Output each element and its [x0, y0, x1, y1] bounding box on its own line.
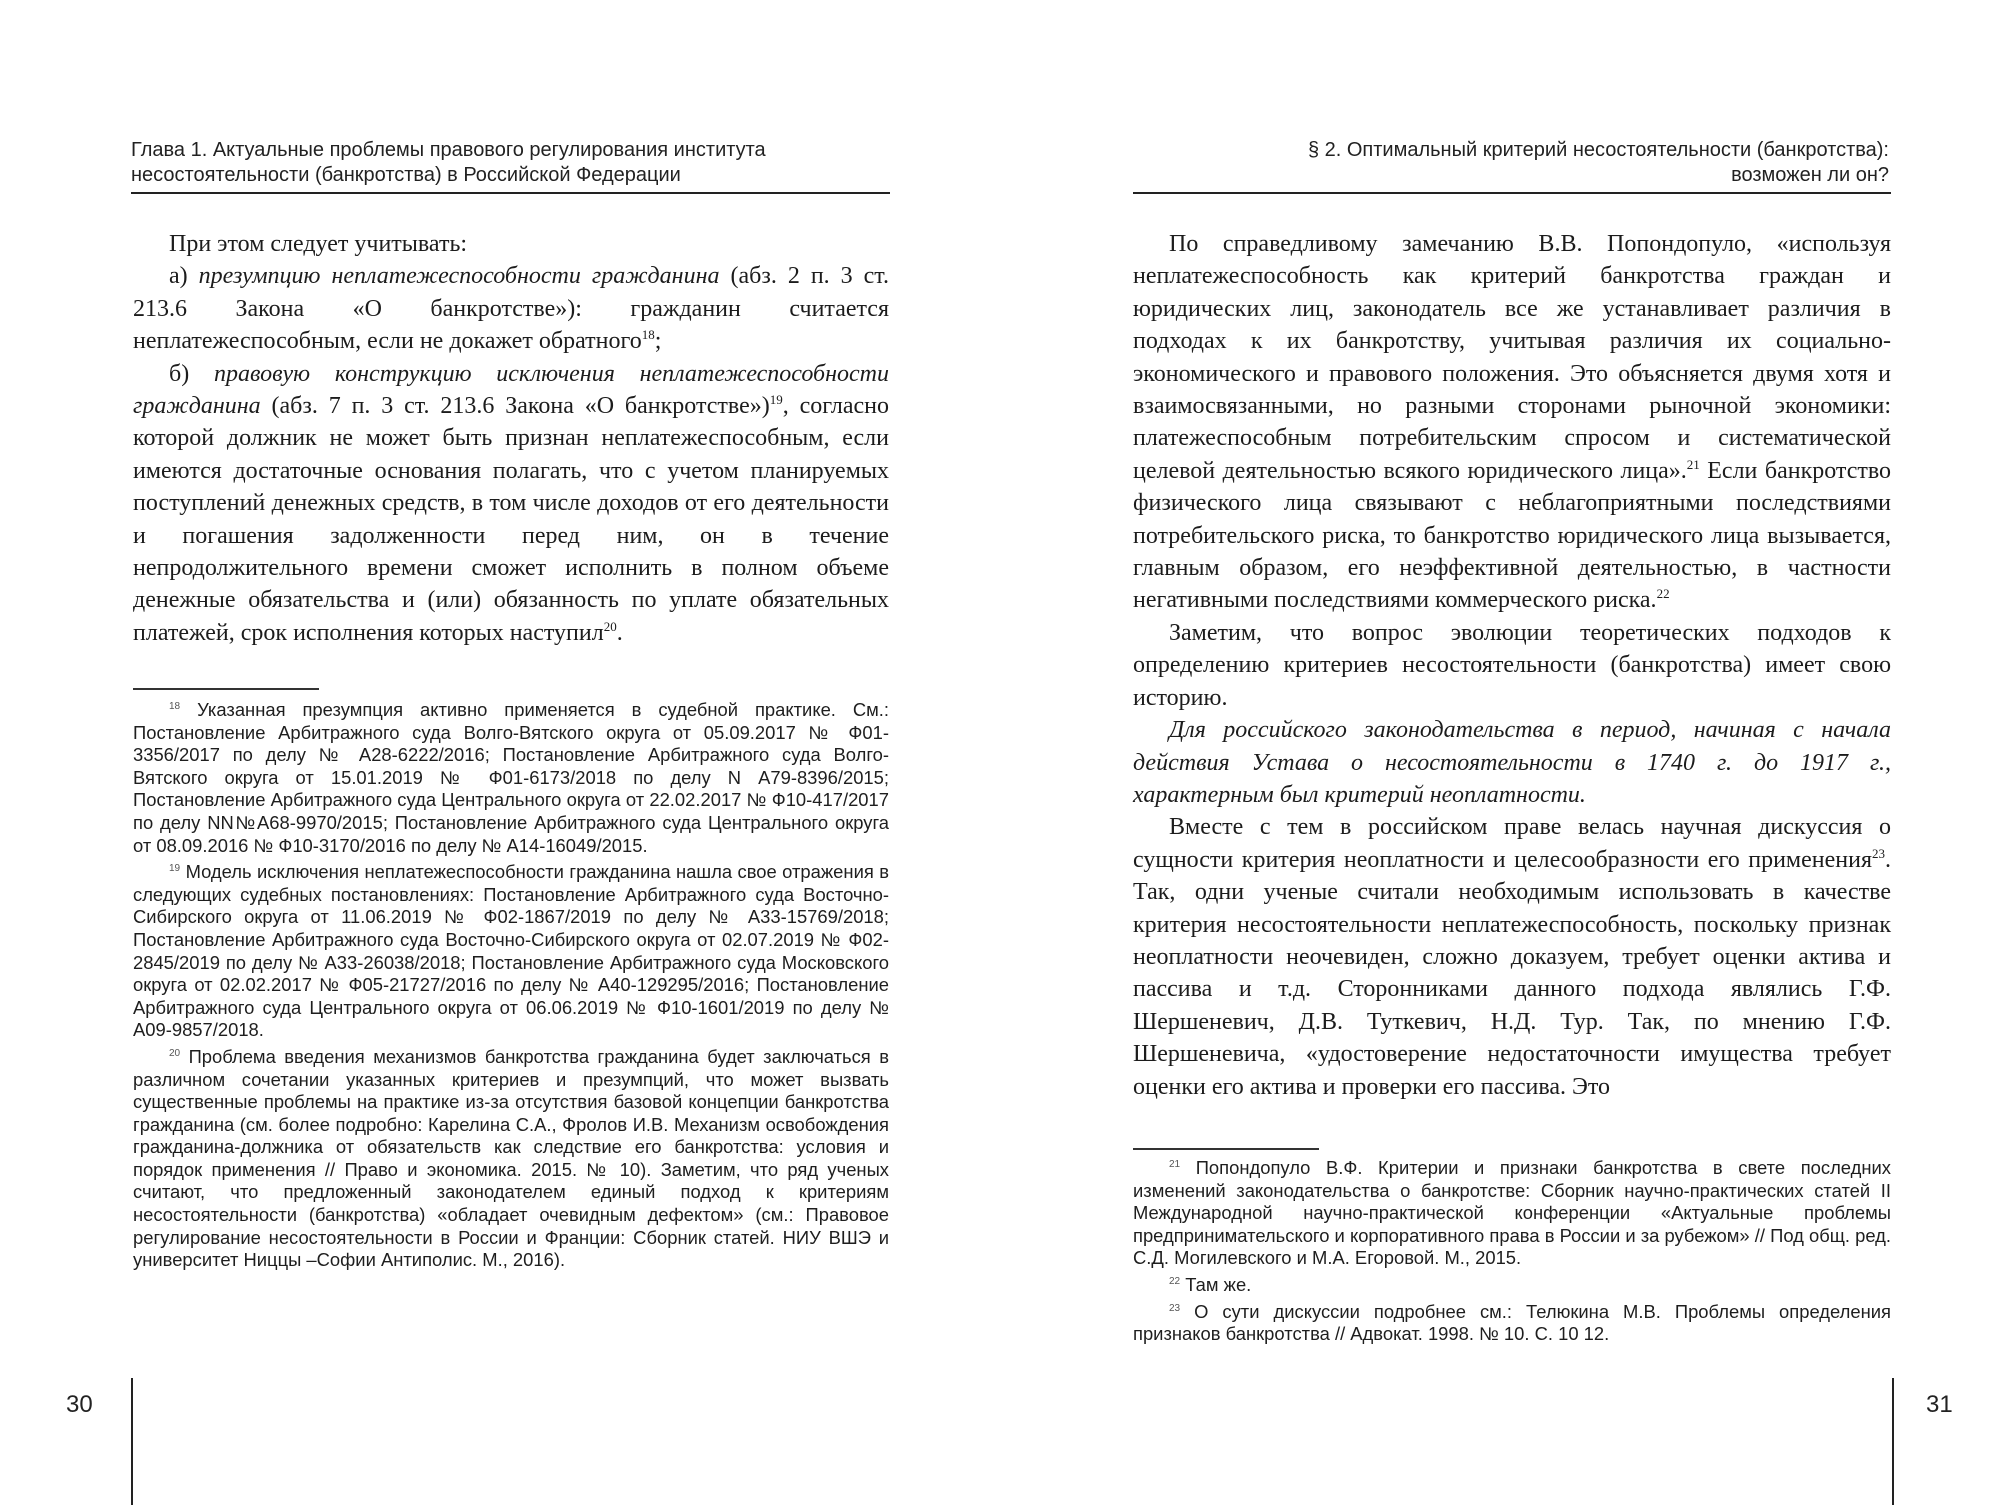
- paragraph: б) правовую конструкцию исключения неплатежеспособности гражданина (абз. 7 п. 3 ст. 213.6 Закона «О банкротстве»)$^{19}$, согласно которой должник не может быть признан неплатежеспособным, если имеются достаточные основания полагать, что с учетом планируемых поступлений денежных средств, в том числе доходов от его деятельности и погашения задолженности перед ним, он в течение непродолжительного времени сможет исполнить в полном объеме денежные обязательства и (или) обязанность по уплате обязательных платежей, срок исполнения которых наступил$^{20}$.: [133, 360, 890, 646]
- gutter-line: [1892, 1378, 1894, 1505]
- page-number: 30: [66, 1391, 93, 1418]
- footnote-ref: 22: [1656, 586, 1670, 602]
- footnote-rule: [1133, 1148, 1319, 1150]
- footnote: $^{22}$ Там же.: [1169, 1273, 1252, 1295]
- footnote: $^{21}$ Попондопуло В.Ф. Критерии и признаки банкротства в свете последних изменений законодательства о банкротстве: Сборник научно-практических статей II Международной научно-практической конференции «Актуальные проблемы предпринимательского и корпоративного права в России и за рубежом» // Под общ. ред. С.Д. Могилевского и М.А. Егоровой. М., 2015.: [1133, 1157, 1891, 1269]
- footnotes: [1133, 1157, 1891, 1350]
- footnote-ref: 20: [603, 618, 617, 634]
- footnotes: [133, 699, 889, 1276]
- footnote-rule: [133, 688, 319, 690]
- page-number: 31: [1926, 1391, 1953, 1418]
- body-text: [133, 228, 889, 649]
- right-page: [1000, 0, 2000, 1505]
- header-line-1: Глава 1. Актуальные проблемы правового регулирования института: [131, 139, 766, 161]
- footnote: $^{19}$ Модель исключения неплатежеспособности гражданина нашла свое отражения в следующих судебных постановлениях: Постановление Арбитражного суда Восточно-Сибирского округа от 11.06.2019 № Ф02-1867/2019 по делу № А33-15769/2018; Постановление Арбитражного суда Восточно-Сибирского округа от 02.07.2019 № Ф02-2845/2019 по делу № А33-26038/2018; Постановление Арбитражного суда Московского округа от 02.02.2017 № Ф05-21727/2016 по делу № А40-129295/2016; Постановление Арбитражного суда Центрального округа от 06.06.2019 № Ф10-1601/2019 по делу № А09-9857/2018.: [133, 861, 889, 1041]
- footnote-ref: 23: [1872, 845, 1885, 861]
- header-rule: [131, 192, 890, 194]
- paragraph: Заметим, что вопрос эволюции теоретических подходов к определению критериев несостоятельности (банкротства) имеет свою историю.: [1133, 619, 1891, 711]
- paragraph: По справедливому замечанию В.В. Попондопуло, «используя неплатежеспособность как критерий банкротства граждан и юридических лиц, законодатель все же устанавливает различия в подходах к их банкротству, учитывая различия их социально-экономического и правового положения. Это объясняется двумя хотя и взаимосвязанными, но разными сторонами рыночной экономики: платежеспособным потребительским спросом и систематической целевой деятельностью всякого юридического лица».$^{21}$ Если банкротство физического лица связывают с неблагоприятными последствиями потребительского риска, то банкротство юридического лица вызывается, главным образом, его неэффективной деятельностью, в частности негативными последствиями коммерческого риска.$^{22}$: [1133, 231, 1891, 614]
- footnote: $^{20}$ Проблема введения механизмов банкротства гражданина будет заключаться в различном сочетании указанных критериев и презумпций, что может вызвать существенные проблемы на практике из-за отсутствия базовой концепции банкротства гражданина (см. более подробно: Карелина С.А., Фролов И.В. Механизм освобождения гражданина-должника от обязательств как следствие его банкротства: условия и порядок применения // Право и экономика. 2015. № 10). Заметим, что ряд ученых считают, что предложенный законодателем единый подход к критериям несостоятельности (банкротства) «обладает очевидным дефектом» (см.: Правовое регулирование несостоятельности в России и Франции: Сборник статей. НИУ ВШЭ и университет Ниццы –Софии Антиполис. М., 2016).: [133, 1045, 889, 1271]
- footnote-ref: 21: [1686, 456, 1700, 472]
- footnote: $^{23}$ О сути дискуссии подробнее см.: Телюкина М.В. Проблемы определения признаков банкротства // Адвокат. 1998. № 10. С. 10 12.: [1133, 1300, 1891, 1345]
- footnote-ref: 18: [641, 327, 655, 343]
- header-line-2: несостоятельности (банкротства) в Российской Федерации: [131, 164, 681, 186]
- paragraph: Вместе с тем в российском праве велась научная дискуссия о сущности критерия неоплатности и целесообразности его применения$^{23}$. Так, одни ученые считали необходимым использовать в качестве критерия несостоятельности неплатежеспособность, поскольку признак неоплатности неочевиден, сложно доказуем, требует оценки актива и пассива и т.д. Сторонниками данного подхода являлись Г.Ф. Шершеневич, Д.В. Туткевич, Н.Д. Тур. Так, по мнению Г.Ф. Шершеневича, «удостоверение недостаточности имущества требует оценки его актива и проверки его пассива. Это: [1133, 814, 1891, 1100]
- footnote-ref: 19: [769, 392, 783, 408]
- paragraph: При этом следует учитывать:: [169, 231, 468, 257]
- paragraph: а) презумпцию неплатежеспособности гражданина (абз. 2 п. 3 ст. 213.6 Закона «О банкротстве»): гражданин считается неплатежеспособным, если не докажет обратного$^{18}$;: [133, 263, 889, 355]
- gutter-line: [131, 1378, 133, 1505]
- footnote: $^{18}$ Указанная презумпция активно применяется в судебной практике. См.: Постановление Арбитражного суда Волго-Вятского округа от 05.09.2017 № Ф01-3356/2017 по делу № А28-6222/2016; Постановление Арбитражного суда Волго-Вятского округа от 15.01.2019 № Ф01-6173/2018 по делу N А79-8396/2015; Постановление Арбитражного суда Центрального округа от 22.02.2017 № Ф10-417/2017 по делу NN№А68-9970/2015; Постановление Арбитражного суда Центрального округа от 08.09.2016 № Ф10-3170/2016 по делу № А14-16049/2015.: [133, 699, 889, 856]
- body-text: [1133, 228, 1891, 1103]
- header-rule: [1133, 192, 1891, 194]
- header-line-2: возможен ли он?: [1731, 164, 1889, 186]
- header-line-1: § 2. Оптимальный критерий несостоятельности (банкротства):: [1307, 139, 1889, 161]
- paragraph: Для российского законодательства в период, начиная с начала действия Устава о несостоятельности в 1740 г. до 1917 г., характерным был критерий неоплатности.: [1133, 717, 1891, 808]
- running-header: [131, 138, 889, 188]
- running-header: [1131, 138, 1889, 188]
